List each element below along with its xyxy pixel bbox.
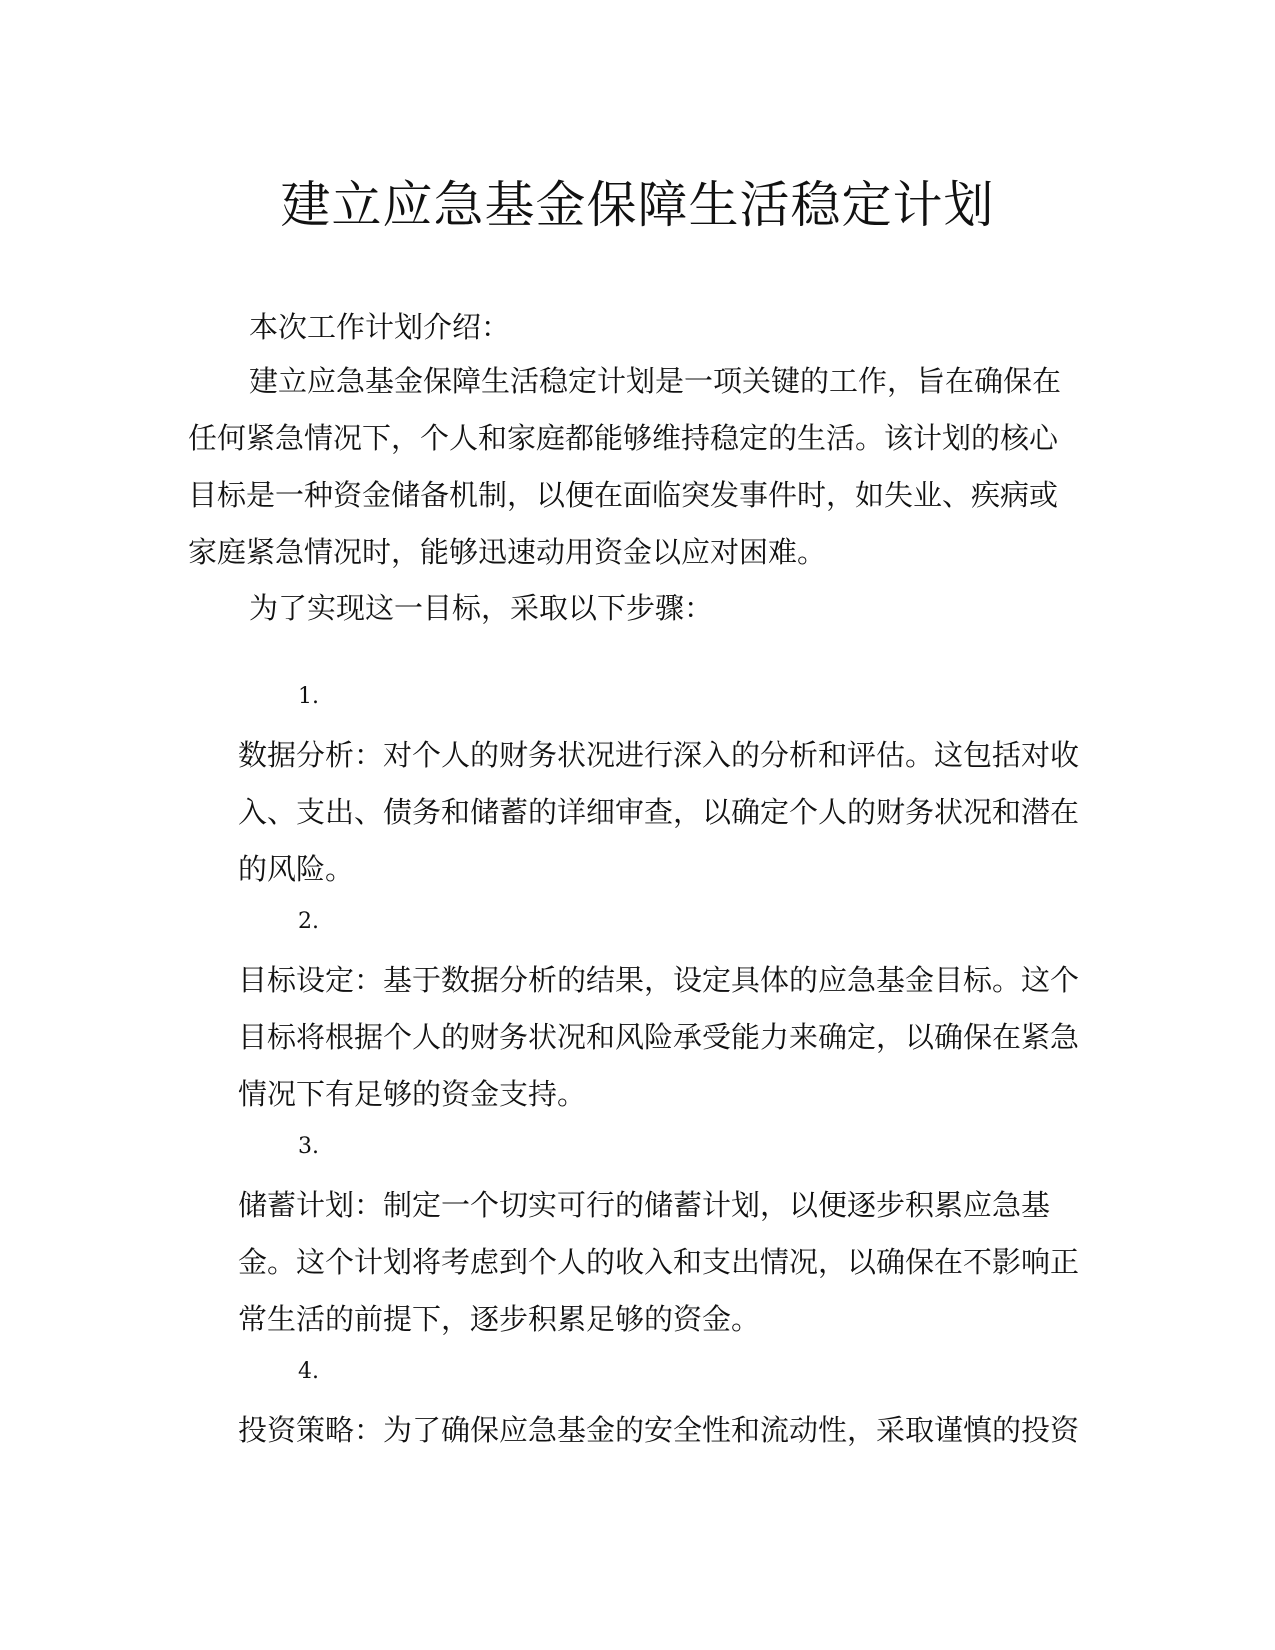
page-title: 建立应急基金保障生活稳定计划 (280, 176, 995, 234)
intro-paragraph: 建立应急基金保障生活稳定计划是一项关键的工作，旨在确保在任何紧急情况下，个人和家庭都能够维持稳定的生活。该计划的核心目标是一种资金储备机制，以便在面临突发事件时，如失业、疾病或家庭紧急情况时，能够迅速动用资金以应对困难。 (188, 364, 1062, 569)
step-text: 投资策略：为了确保应急基金的安全性和流动性，采取谨慎的投资 (238, 1413, 1080, 1447)
steps-lead: 为了实现这一目标，采取以下步骤： (249, 591, 714, 625)
step-number: 2. (298, 909, 319, 934)
step-text: 目标设定：基于数据分析的结果，设定具体的应急基金目标。这个目标将根据个人的财务状况和风险承受能力来确定，以确保在紧急情况下有足够的资金支持。 (238, 963, 1080, 1111)
step-number: 1. (298, 684, 319, 709)
step-number: 3. (298, 1134, 319, 1159)
intro-label: 本次工作计划介绍： (249, 310, 511, 344)
step-number: 4. (298, 1359, 319, 1384)
step-text: 数据分析：对个人的财务状况进行深入的分析和评估。这包括对收入、支出、债务和储蓄的详细审查，以确定个人的财务状况和潜在的风险。 (238, 738, 1080, 886)
step-text: 储蓄计划：制定一个切实可行的储蓄计划，以便逐步积累应急基金。这个计划将考虑到个人的收入和支出情况，以确保在不影响正常生活的前提下，逐步积累足够的资金。 (238, 1188, 1080, 1336)
